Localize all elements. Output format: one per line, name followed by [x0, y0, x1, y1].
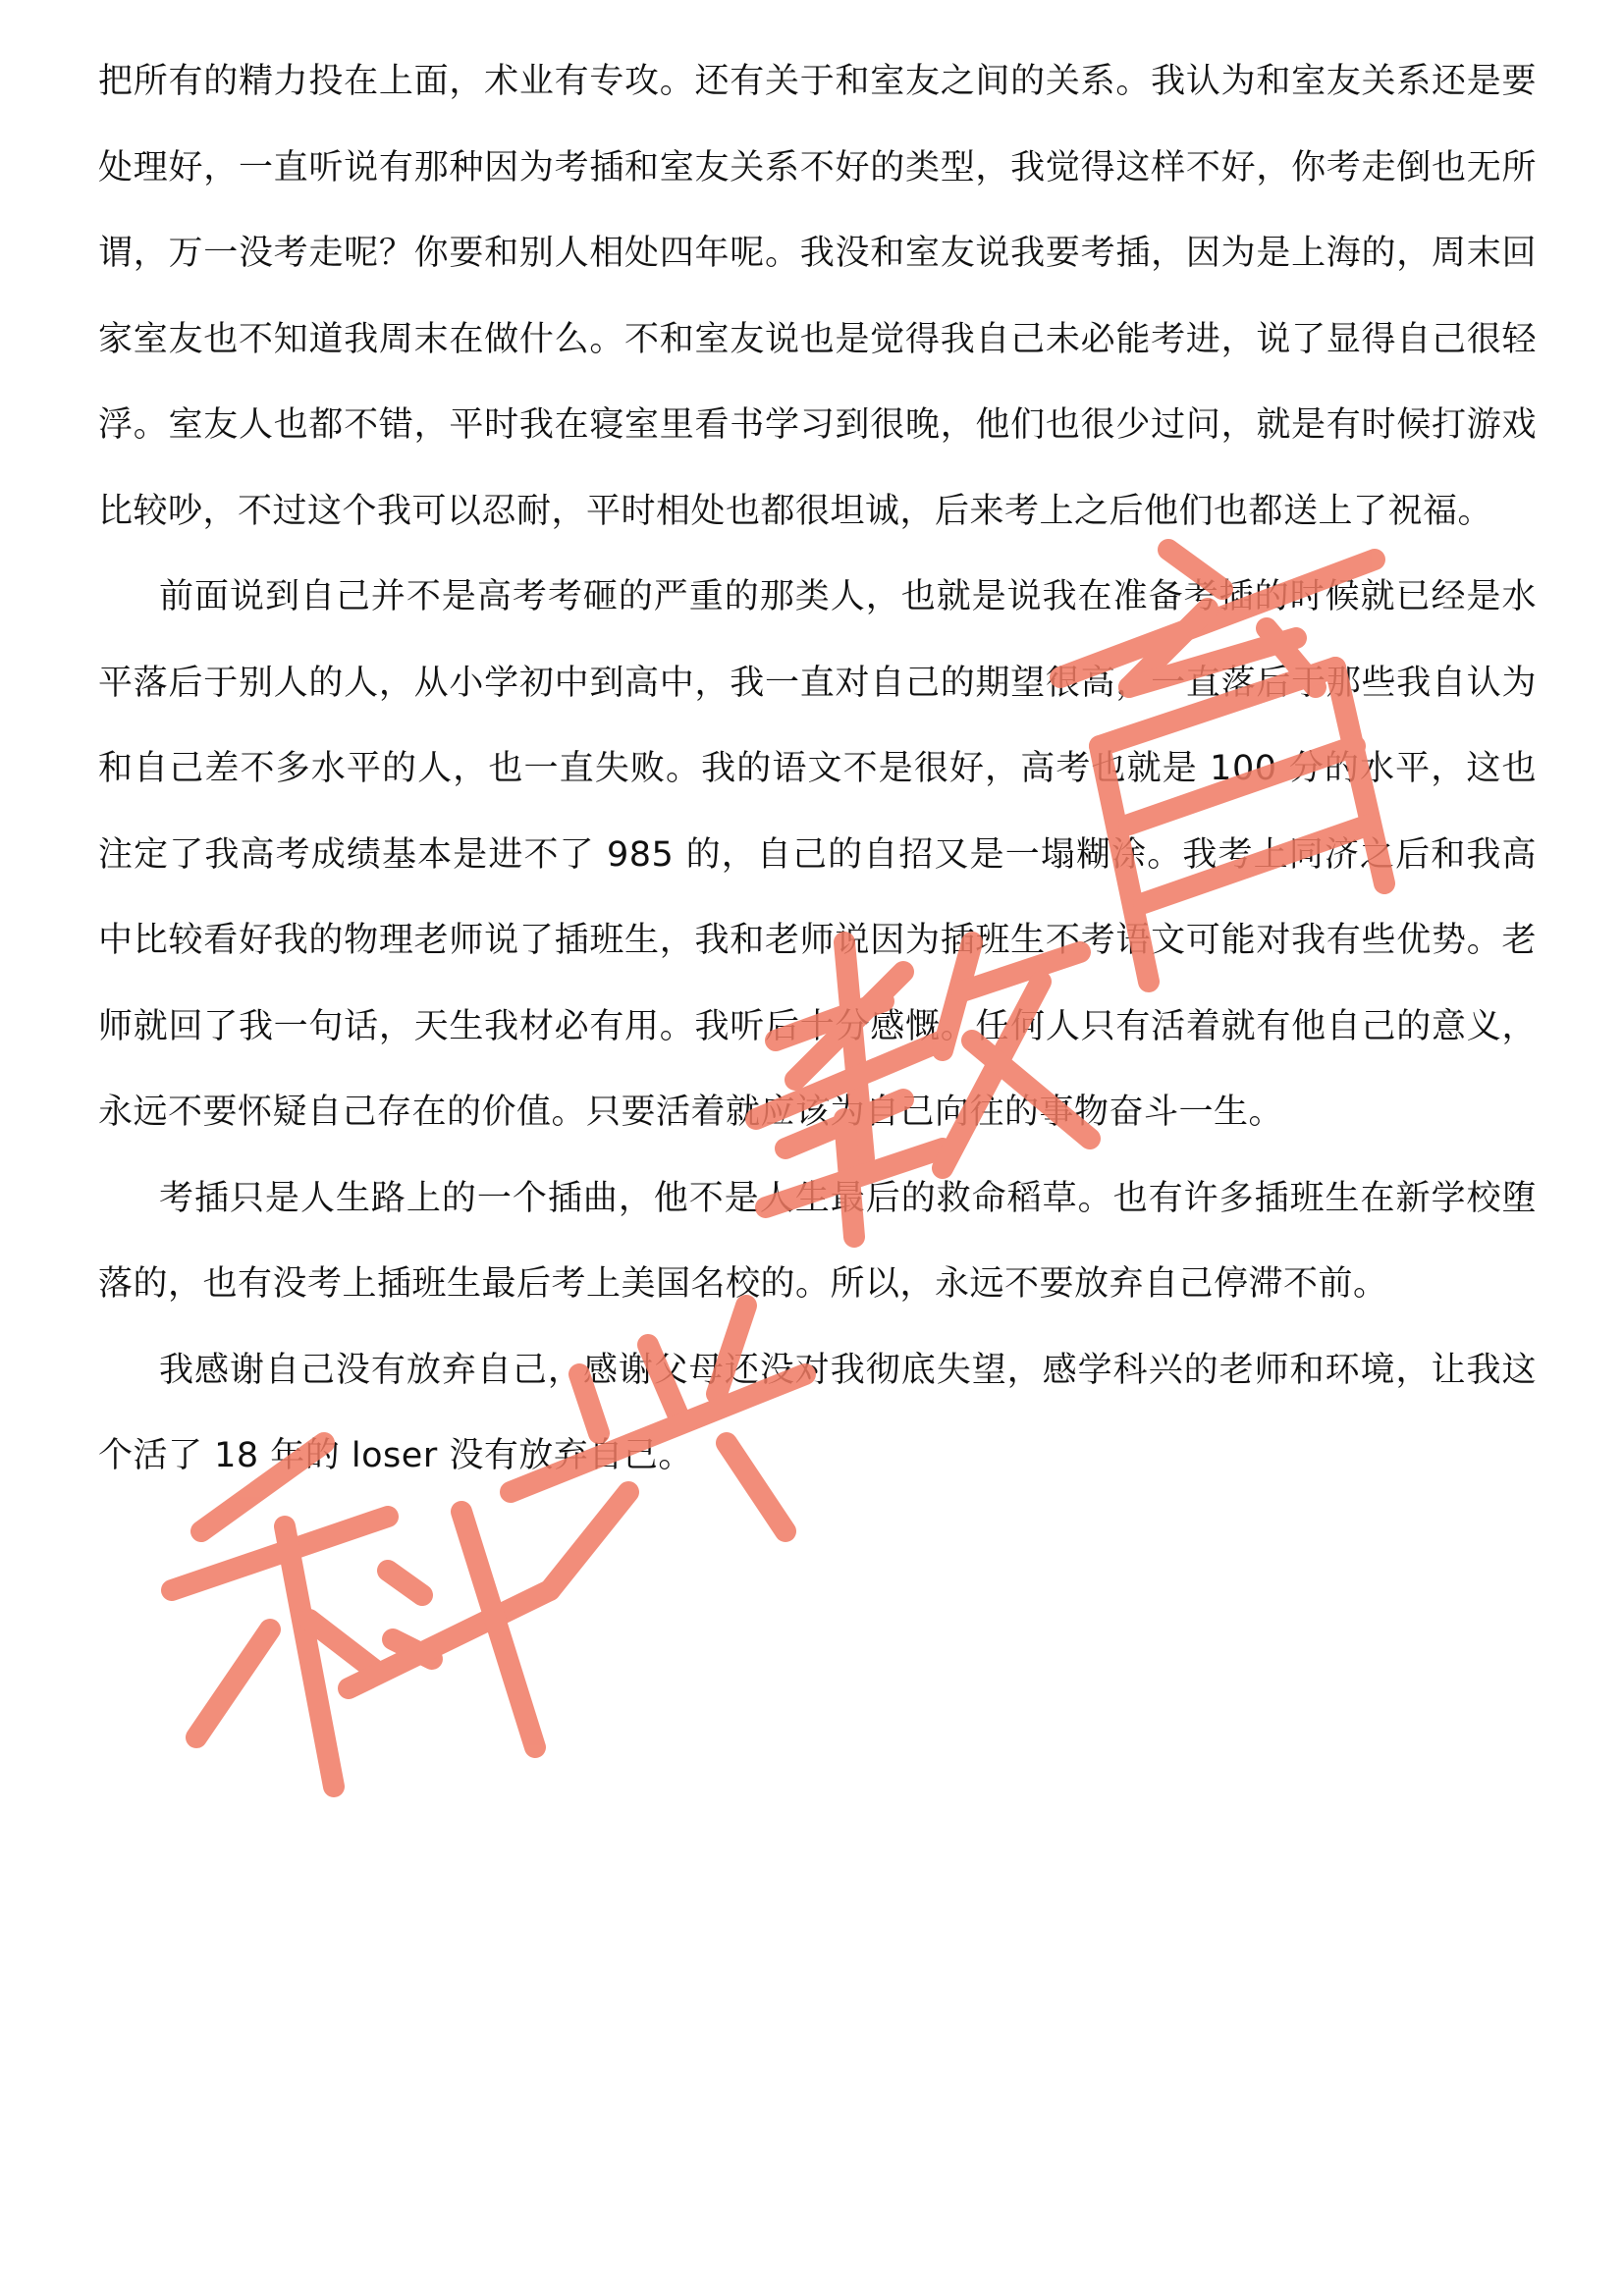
document-body	[98, 39, 1537, 1500]
paragraph-roommates: 把所有的精力投在上面，术业有专攻。还有关于和室友之间的关系。我认为和室友关系还是要处理好，一直听说有那种因为考插和室友关系不好的类型，我觉得这样不好，你考走倒也无所谓，万一没考走呢？你要和别人相处四年呢。我没和室友说我要考插，因为是上海的，周末回家室友也不知道我周末在做什么。不和室友说也是觉得我自己未必能考进，说了显得自己很轻浮。室友人也都不错，平时我在寝室里看书学习到很晚，他们也很少过问，就是有时候打游戏比较吵，不过这个我可以忍耐，平时相处也都很坦诚，后来考上之后他们也都送上了祝福。	[98, 62, 1537, 531]
paragraph-background: 前面说到自己并不是高考考砸的严重的那类人，也就是说我在准备考插的时候就已经是水平落后于别人的人，从小学初中到高中，我一直对自己的期望很高，一直落后于那些我自认为和自己差不多水平的人，也一直失败。我的语文不是很好，高考也就是 100 分的水平，这也注定了我高考成绩基本是进不了 985 的，自己的自招又是一塌糊涂。我考上同济之后和我高中比较看好我的物理老师说了插班生，我和老师说因为插班生不考语文可能对我有些优势。老师就回了我一句话，天生我材必有用。我听后十分感慨。任何人只有活着就有他自己的意义，永远不要怀疑自己存在的价值。只要活着就应该为自己向往的事物奋斗一生。	[98, 577, 1537, 1132]
paragraph-perspective: 考插只是人生路上的一个插曲，他不是人生最后的救命稻草。也有许多插班生在新学校堕落的，也有没考上插班生最后考上美国名校的。所以，永远不要放弃自己停滞不前。	[98, 1178, 1537, 1304]
paragraph-gratitude: 我感谢自己没有放弃自己，感谢父母还没对我彻底失望，感学科兴的老师和环境，让我这个活了 18 年的 loser 没有放弃自己。	[98, 1350, 1537, 1475]
